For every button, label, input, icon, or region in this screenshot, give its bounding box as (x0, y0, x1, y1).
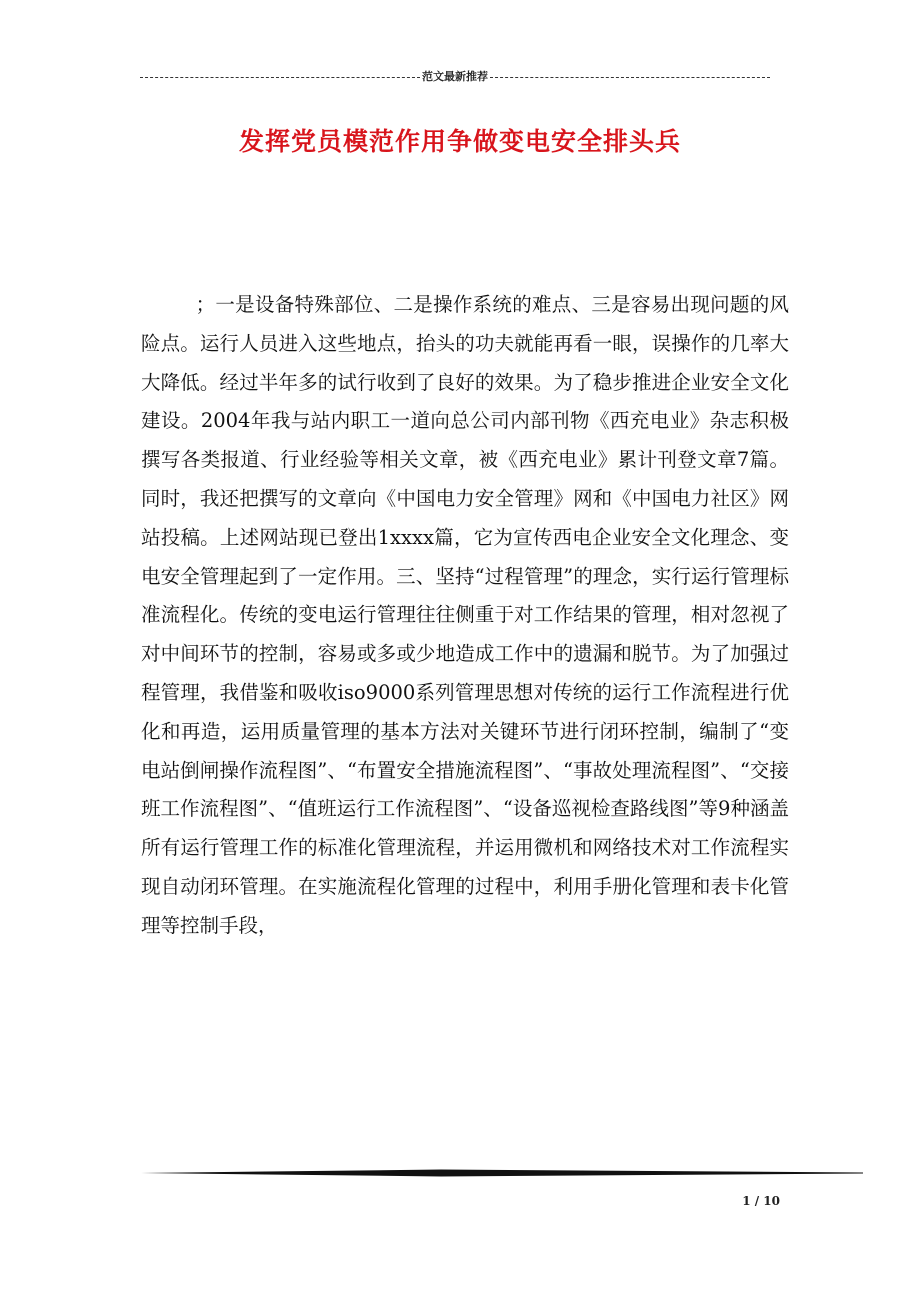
document-body: ；一是设备特殊部位、二是操作系统的难点、三是容易出现问题的风险点。运行人员进入这些地点，抬头的功夫就能再看一眼，误操作的几率大大降低。经过半年多的试行收到了良好的效果。为了稳步推进企业安全文化建设。2004年我与站内职工一道向总公司内部刊物《西充电业》杂志积极撰写各类报道、行业经验等相关文章，被《西充电业》累计刊登文章7篇。同时，我还把撰写的文章向《中国电力安全管理》网和《中国电力社区》网站投稿。上述网站现已登出1xxxx篇，它为宣传西电企业安全文化理念、变电安全管理起到了一定作用。三、坚持“过程管理”的理念，实行运行管理标准流程化。传统的变电运行管理往往侧重于对工作结果的管理，相对忽视了对中间环节的控制，容易或多或少地造成工作中的遗漏和脱节。为了加强过程管理，我借鉴和吸收iso9000系列管理思想对传统的运行工作流程进行优化和再造，运用质量管理的基本方法对关键环节进行闭环控制，编制了“变电站倒闸操作流程图”、“布置安全措施流程图”、“事故处理流程图”、“交接班工作流程图”、“值班运行工作流程图”、“设备巡视检查路线图”等9种涵盖所有运行管理工作的标准化管理流程，并运用微机和网络技术对工作流程实现自动闭环管理。在实施流程化管理的过程中，利用手册化管理和表卡化管理等控制手段， (141, 293, 789, 937)
header-label: 范文最新推荐 (422, 70, 488, 83)
header-dashes-left (140, 77, 420, 78)
running-header (140, 68, 770, 84)
footer-divider (141, 1169, 863, 1177)
document-title: 发挥党员模范作用争做变电安全排头兵 (238, 127, 681, 156)
header-dashes-right (490, 77, 770, 78)
page-number: 1 / 10 (742, 1194, 780, 1208)
